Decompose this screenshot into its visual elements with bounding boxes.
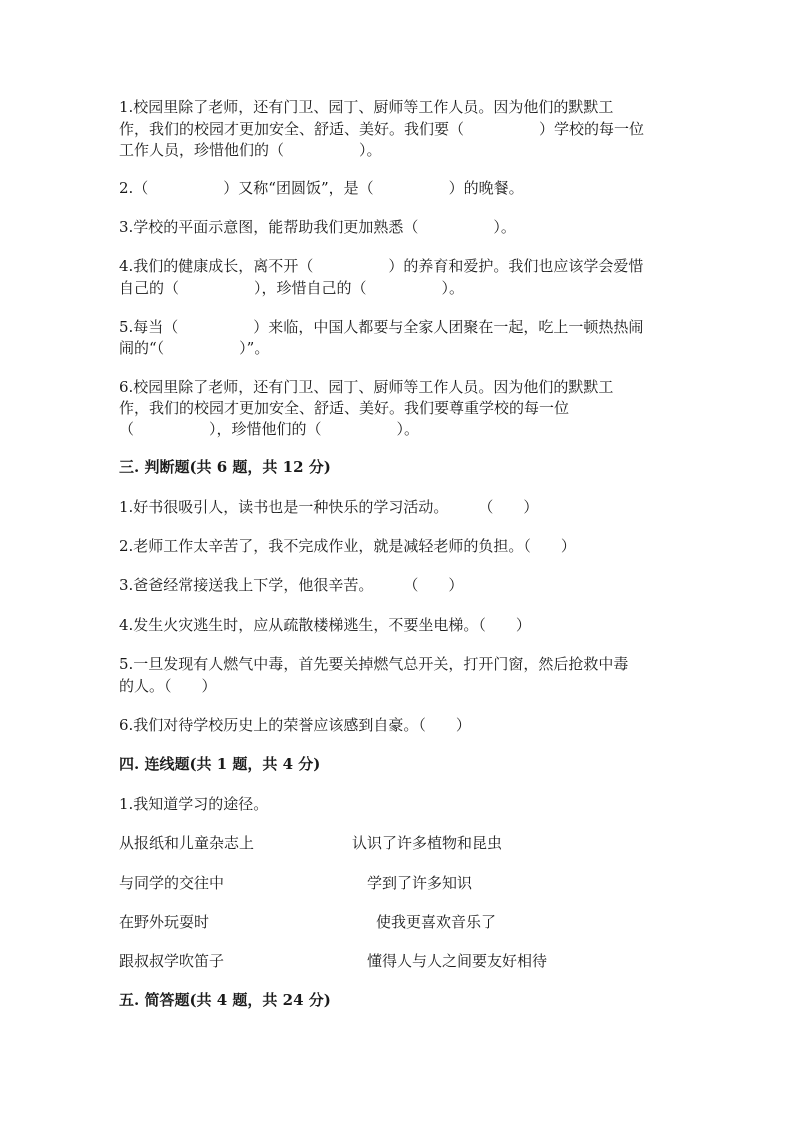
judge-q2: 2.老师工作太辛苦了，我不完成作业，就是减轻老师的负担。（ ） — [119, 537, 576, 555]
short-section-header: 五. 简答题(共 4 题，共 24 分) — [119, 991, 331, 1009]
match-right-item: 认识了许多植物和昆虫 — [352, 834, 503, 852]
fill-q1-line3: 工作人员，珍惜他们的（ ）。 — [119, 141, 382, 159]
fill-q5-line2: 闹的“（ ）”。 — [119, 339, 270, 357]
match-right-item: 使我更喜欢音乐了 — [376, 913, 497, 931]
judge-q3: 3.爸爸经常接送我上下学，他很辛苦。 （ ） — [119, 576, 464, 594]
match-left-item: 与同学的交往中 — [119, 874, 225, 892]
judge-section-header: 三. 判断题(共 6 题，共 12 分) — [119, 458, 331, 476]
judge-q5-line2: 的人。（ ） — [119, 677, 217, 695]
match-left-item: 在野外玩耍时 — [119, 913, 210, 931]
match-right-item: 懂得人与人之间要友好相待 — [367, 952, 548, 970]
match-right-item: 学到了许多知识 — [367, 874, 473, 892]
fill-q6-line3: （ ），珍惜他们的（ ）。 — [119, 420, 420, 438]
fill-q4-line2: 自己的（ ），珍惜自己的（ ）。 — [119, 279, 465, 297]
judge-q1: 1.好书很吸引人，读书也是一种快乐的学习活动。 （ ） — [119, 498, 539, 516]
match-question: 1.我知道学习的途径。 — [119, 795, 269, 813]
fill-q5-line1: 5.每当（ ）来临，中国人都要与全家人团聚在一起，吃上一顿热热闹 — [119, 318, 644, 336]
fill-q6-line2: 作，我们的校园才更加安全、舒适、美好。我们要尊重学校的每一位 — [119, 399, 570, 417]
judge-q6: 6.我们对待学校历史上的荣誉应该感到自豪。（ ） — [119, 716, 471, 734]
fill-q1-line2: 作，我们的校园才更加安全、舒适、美好。我们要（ ）学校的每一位 — [119, 120, 645, 138]
fill-q6-line1: 6.校园里除了老师，还有门卫、园丁、厨师等工作人员。因为他们的默默工 — [119, 378, 614, 396]
fill-q4-line1: 4.我们的健康成长，离不开（ ）的养育和爱护。我们也应该学会爱惜 — [119, 257, 644, 275]
match-left-item: 从报纸和儿童杂志上 — [119, 834, 255, 852]
match-left-item: 跟叔叔学吹笛子 — [119, 952, 225, 970]
judge-q4: 4.发生火灾逃生时，应从疏散楼梯逃生，不要坐电梯。（ ） — [119, 616, 531, 634]
match-section-header: 四. 连线题(共 1 题，共 4 分) — [119, 755, 321, 773]
fill-q2: 2.（ ）又称“团圆饭”，是（ ）的晚餐。 — [119, 179, 524, 197]
judge-q5-line1: 5.一旦发现有人燃气中毒，首先要关掉燃气总开关，打开门窗，然后抢救中毒 — [119, 655, 629, 673]
fill-q3: 3.学校的平面示意图，能帮助我们更加熟悉（ ）。 — [119, 218, 516, 236]
fill-q1-line1: 1.校园里除了老师，还有门卫、园丁、厨师等工作人员。因为他们的默默工 — [119, 98, 614, 116]
